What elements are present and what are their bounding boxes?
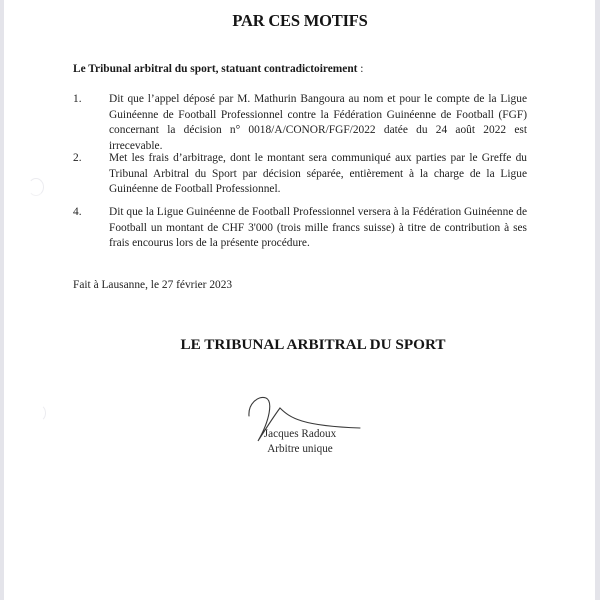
ruling-item-text: Dit que la Ligue Guinéenne de Football Professionnel versera à la Fédération Guinéenne de Football un montant de CHF 3'000 (trois mille francs suisse) à titre de contribution à ses frais encourus lors de la présente procédure. (109, 206, 527, 250)
ruling-item (73, 151, 527, 198)
signer-block (0, 427, 600, 457)
place-and-date: Fait à Lausanne, le 27 février 2023 (73, 279, 233, 291)
signer-name: Jacques Radoux (263, 428, 337, 440)
ruling-item-text: Dit que l’appel déposé par M. Mathurin Bangoura au nom et pour le compte de la Ligue Guinéenne de Football Professionnel contre la Fédération Guinéenne de Football (FGF) concernant la décision n° 0018/A/CONOR/FGF/2022 datée du 24 août 2022 est irrecevable. (109, 93, 527, 152)
page-edge-right (595, 0, 600, 600)
punch-hole-mark (28, 178, 44, 196)
ruling-item (73, 205, 527, 252)
ruling-item-text: Met les frais d’arbitrage, dont le montant sera communiqué aux parties par le Greffe du Tribunal Arbitral du Sport par décision séparée, entièrement à la charge de la Ligue Guinéenne de Football Professionnel. (109, 152, 527, 196)
punch-hole-mark (30, 404, 46, 422)
ruling-intro-bold: Le Tribunal arbitral du sport, statuant contradictoirement (73, 63, 358, 75)
court-name-heading: LE TRIBUNAL ARBITRAL DU SPORT (180, 336, 446, 353)
signer-role: Arbitre unique (267, 443, 333, 455)
ruling-item (73, 92, 527, 154)
section-title: PAR CES MOTIFS (232, 11, 368, 30)
page-edge-left (0, 0, 4, 600)
ruling-item-number: 2. (73, 152, 82, 164)
ruling-item-number: 4. (73, 206, 82, 218)
ruling-intro (73, 63, 363, 75)
ruling-intro-suffix: : (357, 63, 364, 75)
ruling-item-number: 1. (73, 93, 82, 105)
